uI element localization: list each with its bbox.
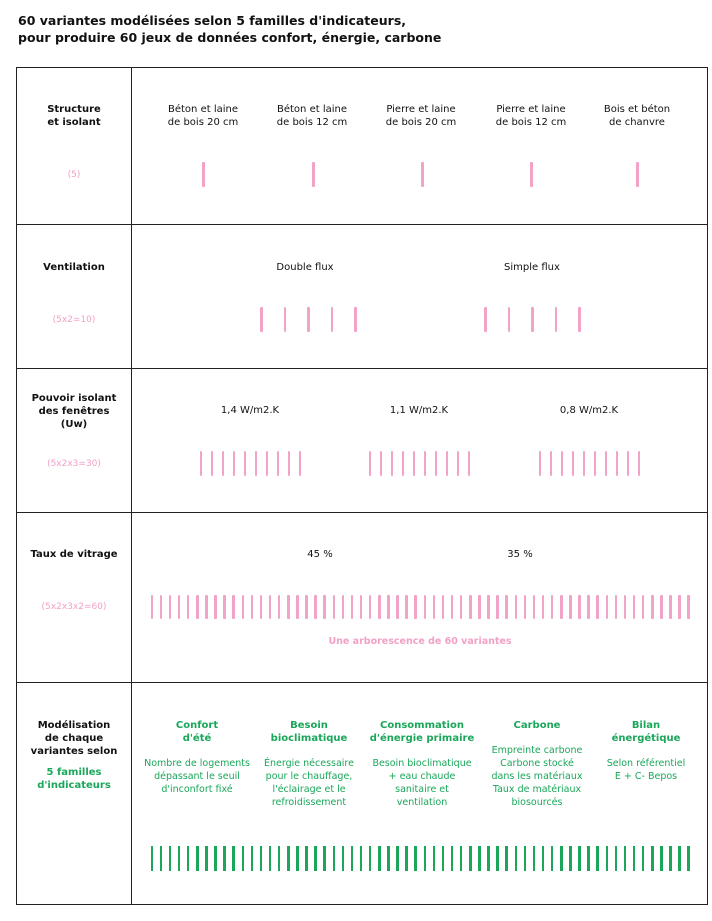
variant-tick <box>331 307 334 332</box>
family-carbone <box>479 719 595 809</box>
variant-tick <box>533 595 536 619</box>
model-tick <box>260 846 263 871</box>
model-tick <box>196 846 199 871</box>
model-tick <box>424 846 427 871</box>
variant-tick <box>636 162 639 187</box>
variant-tick <box>354 307 357 332</box>
family-desc-line: Selon référentiel <box>606 758 686 769</box>
column-divider <box>131 67 132 905</box>
row-label-line: (Uw) <box>60 419 88 430</box>
model-tick <box>542 846 545 871</box>
variant-tick <box>260 307 263 332</box>
family-desc-line: dans les matériaux <box>491 771 583 782</box>
family-desc-line: Besoin bioclimatique <box>372 758 472 769</box>
option-ventilation-simple: Simple flux <box>504 262 560 273</box>
option-line: Béton et laine <box>168 104 238 115</box>
variant-tick <box>312 162 315 187</box>
row-label-line: Structure <box>47 104 101 115</box>
model-tick <box>205 846 208 871</box>
model-tick <box>160 846 163 871</box>
model-tick <box>387 846 390 871</box>
variant-tick <box>387 595 390 619</box>
option-structure-1 <box>163 103 243 129</box>
model-tick <box>687 846 690 871</box>
family-desc-line: l'éclairage et le <box>272 784 346 795</box>
family-desc-line: Nombre de logements <box>144 758 250 769</box>
family-desc-line: ventilation <box>396 797 448 808</box>
model-tick <box>433 846 436 871</box>
model-tick <box>351 846 354 871</box>
variant-tick <box>469 595 472 619</box>
variant-tick <box>391 451 394 476</box>
variant-tick <box>539 451 542 476</box>
model-tick <box>569 846 572 871</box>
model-tick <box>451 846 454 871</box>
option-line: de bois 20 cm <box>167 117 239 128</box>
variant-tick <box>561 451 564 476</box>
model-tick <box>460 846 463 871</box>
variant-tick <box>451 595 454 619</box>
variant-tick <box>542 595 545 619</box>
model-tick <box>505 846 508 871</box>
variant-tick <box>314 595 317 619</box>
variant-tick <box>396 595 399 619</box>
model-tick <box>615 846 618 871</box>
model-tick <box>678 846 681 871</box>
variant-tick <box>669 595 672 619</box>
variant-tick <box>624 595 627 619</box>
option-line: de bois 12 cm <box>276 117 348 128</box>
variant-tick <box>442 595 445 619</box>
model-tick <box>242 846 245 871</box>
model-tick <box>296 846 299 871</box>
family-title-line: Consommation <box>380 720 464 731</box>
variant-tick <box>524 595 527 619</box>
option-line: Béton et laine <box>277 104 347 115</box>
model-tick <box>442 846 445 871</box>
row-label-structure <box>17 103 131 129</box>
option-uw-11: 1,1 W/m2.K <box>389 405 449 416</box>
option-uw-14: 1,4 W/m2.K <box>220 405 280 416</box>
model-tick <box>606 846 609 871</box>
row-label-line: Pouvoir isolant <box>31 393 117 404</box>
family-title-line: Bilan <box>631 720 661 731</box>
variant-tick <box>244 451 247 476</box>
option-uw-08: 0,8 W/m2.K <box>559 405 619 416</box>
model-tick <box>487 846 490 871</box>
variant-tick <box>342 595 345 619</box>
variant-tick <box>605 451 608 476</box>
model-tick <box>151 846 154 871</box>
model-tick <box>287 846 290 871</box>
variant-tick <box>296 595 299 619</box>
row-label-line: Modélisation <box>37 720 111 731</box>
model-tick <box>223 846 226 871</box>
variant-tick <box>223 595 226 619</box>
variant-tick <box>638 451 641 476</box>
option-line: de bois 12 cm <box>495 117 567 128</box>
option-structure-5 <box>597 103 677 129</box>
row-divider-2 <box>16 368 708 369</box>
model-tick <box>305 846 308 871</box>
variant-tick <box>555 307 558 332</box>
model-tick <box>578 846 581 871</box>
variant-tick <box>211 451 214 476</box>
model-tick <box>624 846 627 871</box>
model-tick <box>515 846 518 871</box>
row-label-line: variantes selon <box>30 746 118 757</box>
family-desc-line: Taux de matériaux <box>492 784 582 795</box>
variant-tick <box>446 451 449 476</box>
variant-tick <box>214 595 217 619</box>
variant-tick <box>569 595 572 619</box>
option-vitrage-45: 45 % <box>307 549 333 560</box>
variant-tick <box>305 595 308 619</box>
variant-tick <box>578 307 581 332</box>
family-desc-line: Carbone stocké <box>500 758 574 769</box>
variant-tick <box>266 451 269 476</box>
model-tick <box>314 846 317 871</box>
variant-tick <box>299 451 302 476</box>
count-structure: (5) <box>67 170 81 180</box>
variant-tick <box>351 595 354 619</box>
variant-tick <box>260 595 263 619</box>
variant-tick <box>515 595 518 619</box>
option-structure-2 <box>272 103 352 129</box>
variant-tick <box>369 451 372 476</box>
model-tick <box>633 846 636 871</box>
row-label-line-green: 5 familles <box>46 767 102 778</box>
row-label-modelisation <box>17 719 131 792</box>
model-tick <box>178 846 181 871</box>
variant-tick <box>587 595 590 619</box>
model-tick <box>251 846 254 871</box>
option-structure-3 <box>381 103 461 129</box>
row-label-line: des fenêtres <box>38 406 110 417</box>
row-divider-1 <box>16 224 708 225</box>
model-tick <box>405 846 408 871</box>
row-label-line: et isolant <box>47 117 101 128</box>
variant-tick <box>307 307 310 332</box>
model-tick <box>669 846 672 871</box>
variant-tick <box>284 307 287 332</box>
model-tick <box>378 846 381 871</box>
variant-tick <box>687 595 690 619</box>
variant-tick <box>414 595 417 619</box>
variant-tick <box>402 451 405 476</box>
family-title-line: Besoin <box>290 720 328 731</box>
variant-tick <box>583 451 586 476</box>
family-desc-line: E + C- Bepos <box>614 771 678 782</box>
variant-tick <box>594 451 597 476</box>
variant-tick <box>233 451 236 476</box>
variant-tick <box>433 595 436 619</box>
variant-tick <box>378 595 381 619</box>
family-title-line: Carbone <box>513 720 561 731</box>
family-desc-line: d'inconfort fixé <box>161 784 233 795</box>
variant-tick <box>435 451 438 476</box>
model-tick <box>642 846 645 871</box>
option-line: Pierre et laine <box>496 104 566 115</box>
model-tick <box>660 846 663 871</box>
model-tick <box>169 846 172 871</box>
variant-tick <box>178 595 181 619</box>
variant-tick <box>424 595 427 619</box>
variant-tick <box>242 595 245 619</box>
row-label-fenetres <box>17 392 131 431</box>
variant-tick <box>269 595 272 619</box>
family-title-line: bioclimatique <box>270 733 348 744</box>
variant-tick <box>606 595 609 619</box>
variant-tick <box>627 451 630 476</box>
family-title-line: d'énergie primaire <box>369 733 475 744</box>
variant-tick <box>200 451 203 476</box>
variant-tick <box>405 595 408 619</box>
family-desc-line: Empreinte carbone <box>491 745 583 756</box>
variant-tick <box>222 451 225 476</box>
family-title-line: d'été <box>182 733 212 744</box>
variant-tick <box>468 451 471 476</box>
variant-tick <box>277 451 280 476</box>
model-tick <box>414 846 417 871</box>
family-desc-line: sanitaire et <box>395 784 449 795</box>
variant-tick <box>205 595 208 619</box>
variant-tick <box>255 451 258 476</box>
option-structure-4 <box>491 103 571 129</box>
family-desc-line: biosourcés <box>511 797 563 808</box>
row-divider-4 <box>16 682 708 683</box>
arborescence-caption: Une arborescence de 60 variantes <box>328 636 512 647</box>
row-label-line: Taux de vitrage <box>30 549 118 560</box>
variant-tick <box>550 451 553 476</box>
diagram-title <box>18 12 441 46</box>
family-desc-line: + eau chaude <box>388 771 456 782</box>
family-title-line: Confort <box>175 720 219 731</box>
variant-tick <box>530 162 533 187</box>
count-fenetres: (5x2x3=30) <box>47 459 101 469</box>
variant-tick <box>251 595 254 619</box>
model-tick <box>651 846 654 871</box>
option-vitrage-35: 35 % <box>507 549 533 560</box>
variant-tick <box>596 595 599 619</box>
row-label-vitrage <box>17 548 131 561</box>
model-tick <box>360 846 363 871</box>
variant-tick <box>560 595 563 619</box>
count-vitrage: (5x2x3x2=60) <box>41 602 107 612</box>
variant-tick <box>421 162 424 187</box>
variant-tick <box>660 595 663 619</box>
variant-tick <box>651 595 654 619</box>
variant-tick <box>616 451 619 476</box>
variant-tick <box>288 451 291 476</box>
model-tick <box>323 846 326 871</box>
variant-tick <box>413 451 416 476</box>
variant-tick <box>615 595 618 619</box>
variant-tick <box>160 595 163 619</box>
option-line: Bois et béton <box>603 104 671 115</box>
model-tick <box>396 846 399 871</box>
family-desc-line: pour le chauffage, <box>265 771 353 782</box>
variant-tick <box>232 595 235 619</box>
variant-tick <box>169 595 172 619</box>
option-line: de chanvre <box>609 117 665 128</box>
variant-tick <box>360 595 363 619</box>
variant-tick <box>424 451 427 476</box>
model-tick <box>551 846 554 871</box>
count-ventilation: (5x2=10) <box>52 315 96 325</box>
variant-tick <box>531 307 534 332</box>
variant-tick <box>457 451 460 476</box>
title-line-1: 60 variantes modélisées selon 5 familles d'indicateurs, <box>18 13 407 28</box>
variant-tick <box>678 595 681 619</box>
variant-tick <box>380 451 383 476</box>
variant-tick <box>487 595 490 619</box>
variant-tick <box>478 595 481 619</box>
variant-tick <box>508 307 511 332</box>
model-tick <box>560 846 563 871</box>
family-title-line: énergétique <box>611 733 681 744</box>
variant-tick <box>505 595 508 619</box>
model-tick <box>533 846 536 871</box>
row-divider-3 <box>16 512 708 513</box>
family-besoin-bioclimatique <box>251 719 367 809</box>
variant-tick <box>323 595 326 619</box>
variant-tick <box>484 307 487 332</box>
row-label-line: de chaque <box>44 733 104 744</box>
model-tick <box>524 846 527 871</box>
family-consommation-energie <box>364 719 480 809</box>
title-line-2: pour produire 60 jeux de données confort, énergie, carbone <box>18 30 442 45</box>
option-ventilation-double: Double flux <box>276 262 334 273</box>
model-tick <box>232 846 235 871</box>
model-tick <box>278 846 281 871</box>
row-label-line-green: d'indicateurs <box>37 780 111 791</box>
model-tick <box>187 846 190 871</box>
family-desc-line: dépassant le seuil <box>154 771 240 782</box>
model-tick <box>269 846 272 871</box>
option-line: Pierre et laine <box>386 104 456 115</box>
model-tick <box>214 846 217 871</box>
variant-tick <box>572 451 575 476</box>
variant-tick <box>196 595 199 619</box>
model-tick <box>333 846 336 871</box>
family-desc-line: Énergie nécessaire <box>264 758 354 769</box>
model-tick <box>469 846 472 871</box>
model-tick <box>478 846 481 871</box>
model-tick <box>369 846 372 871</box>
model-tick <box>496 846 499 871</box>
option-line: de bois 20 cm <box>385 117 457 128</box>
family-desc-line: refroidissement <box>271 797 347 808</box>
model-tick <box>596 846 599 871</box>
family-bilan-energetique <box>588 719 704 783</box>
model-tick <box>342 846 345 871</box>
variant-tick <box>151 595 154 619</box>
variant-tick <box>202 162 205 187</box>
row-label-line: Ventilation <box>43 262 105 273</box>
variant-tick <box>633 595 636 619</box>
row-label-ventilation <box>17 261 131 274</box>
variant-tick <box>496 595 499 619</box>
variant-tick <box>333 595 336 619</box>
model-tick <box>587 846 590 871</box>
variant-tick <box>287 595 290 619</box>
family-confort-ete <box>139 719 255 796</box>
variant-tick <box>578 595 581 619</box>
